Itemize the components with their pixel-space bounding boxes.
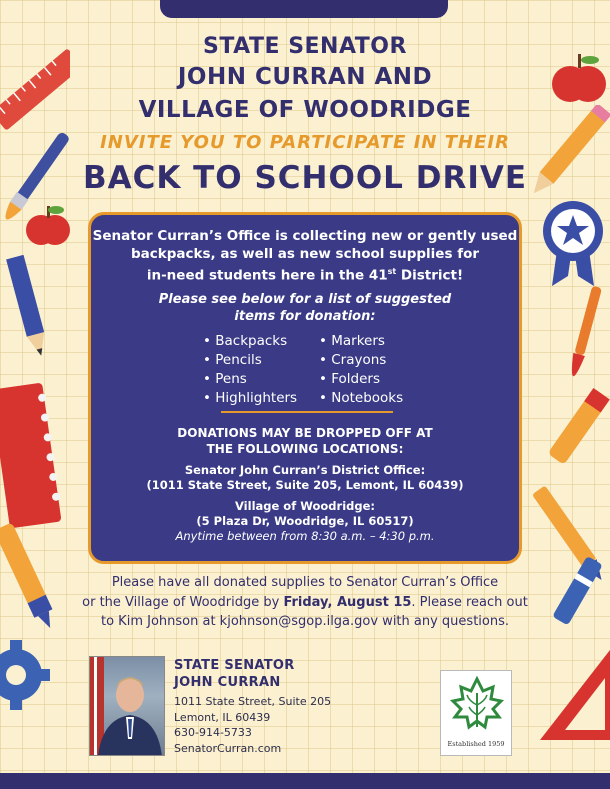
- location-name: Village of Woodridge:: [234, 499, 375, 513]
- header-john-curran: JOHN CURRAN AND: [177, 64, 433, 90]
- donation-list-left: [203, 332, 297, 408]
- list-item: • Pencils: [203, 352, 262, 368]
- pencil-icon: [0, 255, 60, 365]
- list-item: • Notebooks: [319, 390, 404, 406]
- closing-line: Please have all donated supplies to Senator Curran’s Office: [111, 575, 499, 590]
- closing-text: [60, 573, 550, 632]
- header-invite: INVITE YOU TO PARTICIPATE IN THEIR: [100, 132, 510, 153]
- closing-line: to Kim Johnson at kjohnson@sgop.ilga.gov with any questions.: [101, 614, 509, 629]
- donation-prompt: [91, 291, 519, 325]
- intro-line: Senator Curran’s Office is collecting new or gently used: [92, 228, 518, 244]
- dropoff-heading: [91, 425, 519, 457]
- location-hours: Anytime between from 8:30 a.m. – 4:30 p.m.: [175, 529, 435, 543]
- signature-block: [174, 657, 331, 756]
- list-item: • Pens: [203, 371, 247, 387]
- closing-line: [60, 593, 550, 613]
- location-address: (1011 State Street, Suite 205, Lemont, IL 60439): [146, 478, 464, 492]
- prompt-line: Please see below for a list of suggested: [158, 292, 452, 307]
- bottom-bar: [0, 773, 610, 789]
- ordinal-suffix: st: [387, 267, 397, 276]
- deadline: Friday, August 15: [283, 594, 412, 610]
- signature-title: STATE SENATOR: [174, 658, 295, 673]
- list-item: • Markers: [319, 333, 385, 349]
- intro-line-text: in-need students here in the 41: [146, 267, 388, 284]
- gear-icon: [0, 630, 55, 720]
- divider: [221, 411, 393, 413]
- dropoff-line: THE FOLLOWING LOCATIONS:: [206, 442, 404, 456]
- location-village: [91, 499, 519, 544]
- intro-line: [91, 263, 519, 285]
- village-logo: [440, 670, 512, 756]
- signature-contact: [174, 694, 331, 756]
- crayon-icon: [540, 555, 610, 635]
- portrait-image: [90, 657, 165, 756]
- closing-text-part: or the Village of Woodridge by: [82, 594, 284, 610]
- top-tab: [160, 0, 448, 18]
- paintbrush-icon: [556, 285, 610, 395]
- notebook-icon: [0, 380, 62, 530]
- intro-line: backpacks, as well as new school supplies for: [130, 246, 480, 262]
- location-address: (5 Plaza Dr, Woodridge, IL 60517): [196, 514, 414, 528]
- dropoff-line: DONATIONS MAY BE DROPPED OFF AT: [177, 426, 433, 440]
- list-item: • Folders: [319, 371, 381, 387]
- apple-icon: [22, 200, 74, 252]
- website-link[interactable]: SenatorCurran.com: [174, 741, 282, 755]
- prompt-line: items for donation:: [234, 309, 376, 324]
- triangle-ruler-icon: [530, 630, 610, 750]
- senator-photo: [89, 656, 165, 756]
- award-ribbon-icon: [540, 198, 606, 288]
- donation-list-right: [319, 332, 403, 408]
- signature-name: JOHN CURRAN: [174, 675, 281, 690]
- list-item: • Crayons: [319, 352, 387, 368]
- phone-number: 630-914-5733: [174, 726, 252, 739]
- marker-icon: [0, 520, 62, 640]
- page-title: BACK TO SCHOOL DRIVE: [82, 160, 528, 196]
- intro-text: [91, 227, 519, 285]
- location-name: Senator John Curran’s District Office:: [184, 463, 426, 477]
- address-line: Lemont, IL 60439: [174, 710, 271, 724]
- closing-text-part: . Please reach out: [411, 594, 528, 610]
- list-item: • Highlighters: [203, 390, 298, 406]
- leaf-logo-icon: [441, 671, 513, 741]
- header-village: VILLAGE OF WOODRIDGE: [138, 97, 472, 123]
- marker-icon: [540, 385, 610, 475]
- address-line: 1011 State Street, Suite 205: [174, 695, 332, 708]
- intro-line-text: District!: [396, 267, 464, 284]
- info-panel: [88, 212, 522, 564]
- logo-established: Established 1959: [447, 740, 505, 748]
- list-item: • Backpacks: [203, 333, 288, 349]
- header-state-senator: STATE SENATOR: [203, 34, 407, 59]
- location-district-office: [91, 463, 519, 493]
